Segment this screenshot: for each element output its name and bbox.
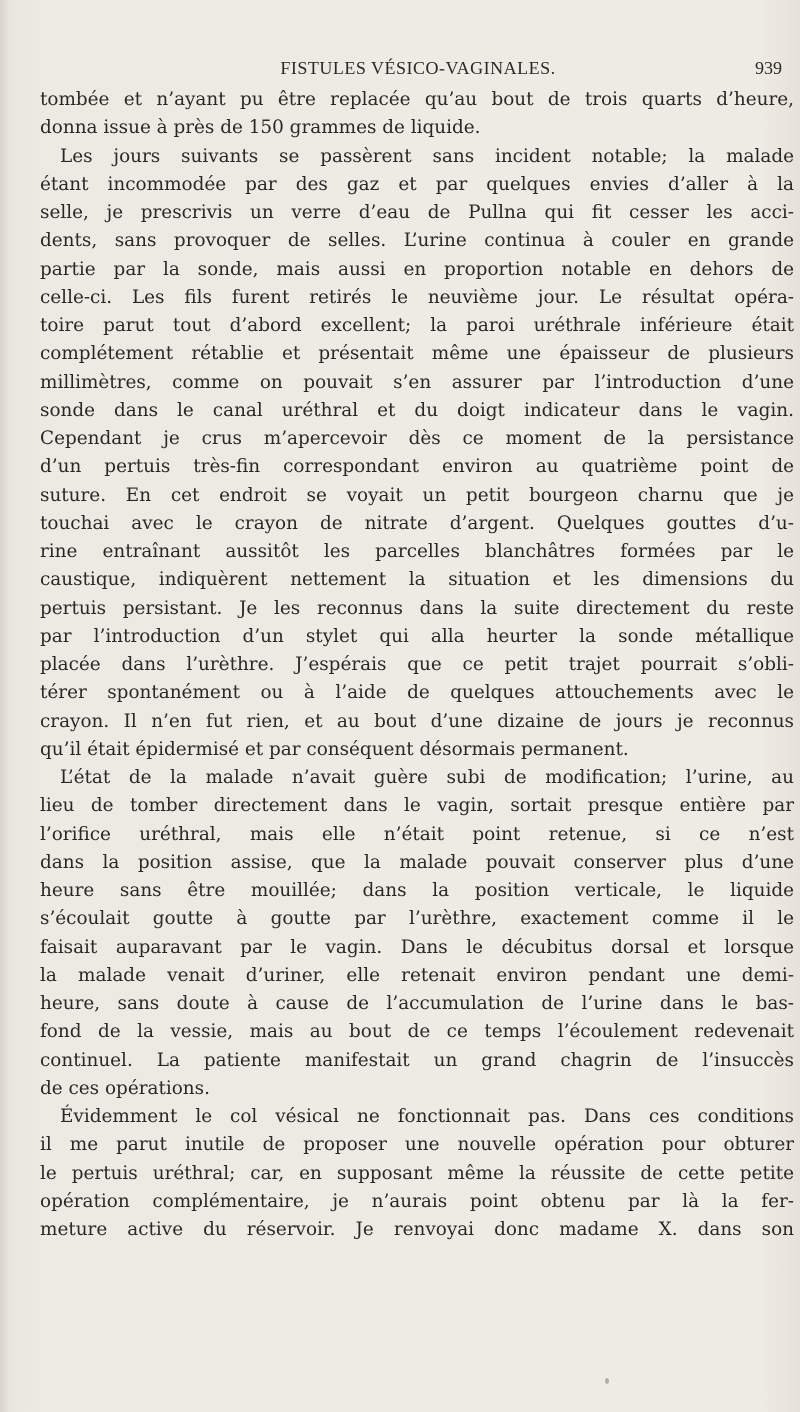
- text-line: complétement rétablie et présentait même une épaisseur de plusieurs: [40, 343, 794, 365]
- text-line: toire parut tout d’abord excellent; la paroi uréthrale inférieure était: [40, 315, 794, 336]
- chapter-title: FISTULES VÉSICO-VAGINALES.: [280, 58, 556, 78]
- text-line: Évidemment le col vésical ne fonctionnait pas. Dans ces conditions: [60, 1106, 794, 1127]
- text-line: par l’introduction d’un stylet qui alla heurter la sonde métallique: [40, 625, 794, 647]
- text-line: placée dans l’urèthre. J’espérais que ce petit trajet pourrait s’obli-: [40, 654, 794, 675]
- text-line: selle, je prescrivis un verre d’eau de Pullna qui fit cesser les acci-: [40, 202, 794, 223]
- page-number: 939: [755, 58, 782, 78]
- text-line: sonde dans le canal uréthral et du doigt indicateur dans le vagin.: [40, 399, 794, 421]
- text-line: heure sans être mouillée; dans la position verticale, le liquide: [40, 880, 794, 901]
- text-line: celle-ci. Les fils furent retirés le neuvième jour. Le résultat opéra-: [40, 286, 794, 308]
- text-line: il me parut inutile de proposer une nouvelle opération pour obturer: [40, 1134, 794, 1156]
- text-line: dans la position assise, que la malade pouvait conserver plus d’une: [40, 851, 794, 873]
- text-line: rine entraînant aussitôt les parcelles blanchâtres formées par le: [40, 541, 794, 562]
- text-line: L’état de la malade n’avait guère subi de modification; l’urine, au: [60, 767, 794, 788]
- text-line: d’un pertuis très-fin correspondant environ au quatrième point de: [40, 456, 794, 478]
- text-line: térer spontanément ou à l’aide de quelques attouchements avec le: [40, 682, 794, 704]
- text-line: meture active du réservoir. Je renvoyai donc madame X. dans son: [40, 1219, 794, 1240]
- text-line: partie par la sonde, mais aussi en proportion notable en dehors de: [40, 258, 794, 280]
- text-line: caustique, indiquèrent nettement la situation et les dimensions du: [40, 569, 794, 591]
- text-line: faisait auparavant par le vagin. Dans le décubitus dorsal et lorsque: [40, 936, 794, 958]
- text-line: dents, sans provoquer de selles. L’urine continua à couler en grande: [40, 230, 794, 252]
- text-line: pertuis persistant. Je les reconnus dans la suite directement du reste: [40, 597, 794, 619]
- text-line: la malade venait d’uriner, elle retenait environ pendant une demi-: [40, 964, 794, 986]
- text-line: s’écoulait goutte à goutte par l’urèthre, exactement comme il le: [40, 908, 794, 930]
- text-line: heure, sans doute à cause de l’accumulation de l’urine dans le bas-: [40, 993, 794, 1014]
- text-line: fond de la vessie, mais au bout de ce temps l’écoulement redevenait: [40, 1021, 794, 1043]
- running-header: [40, 58, 796, 84]
- text-line: Les jours suivants se passèrent sans incident notable; la malade: [60, 145, 794, 167]
- text-line: Cependant je crus m’apercevoir dès ce moment de la persistance: [40, 428, 794, 449]
- text-line: continuel. La patiente manifestait un grand chagrin de l’insuccès: [40, 1049, 794, 1071]
- text-line: de ces opérations.: [40, 1077, 210, 1099]
- body-text: [40, 86, 794, 1244]
- text-line: qu’il était épidermisé et par conséquent désormais permanent.: [40, 738, 629, 760]
- text-line: touchai avec le crayon de nitrate d’argent. Quelques gouttes d’u-: [40, 512, 794, 534]
- text-line: lieu de tomber directement dans le vagin, sortait presque entière par: [40, 795, 794, 817]
- ink-speck: [605, 1378, 609, 1384]
- text-line: crayon. Il n’en fut rien, et au bout d’une dizaine de jours je reconnus: [40, 710, 794, 732]
- text-line: opération complémentaire, je n’aurais point obtenu par là la fer-: [40, 1190, 794, 1212]
- text-line: le pertuis uréthral; car, en supposant même la réussite de cette petite: [40, 1162, 794, 1184]
- text-line: étant incommodée par des gaz et par quelques envies d’aller à la: [40, 173, 794, 195]
- text-line: l’orifice uréthral, mais elle n’était point retenue, si ce n’est: [40, 823, 794, 845]
- text-line: suture. En cet endroit se voyait un petit bourgeon charnu que je: [40, 484, 794, 506]
- text-line: millimètres, comme on pouvait s’en assurer par l’introduction d’une: [40, 371, 794, 393]
- text-line: donna issue à près de 150 grammes de liquide.: [40, 117, 481, 139]
- text-line: tombée et n’ayant pu être replacée qu’au bout de trois quarts d’heure,: [40, 89, 794, 110]
